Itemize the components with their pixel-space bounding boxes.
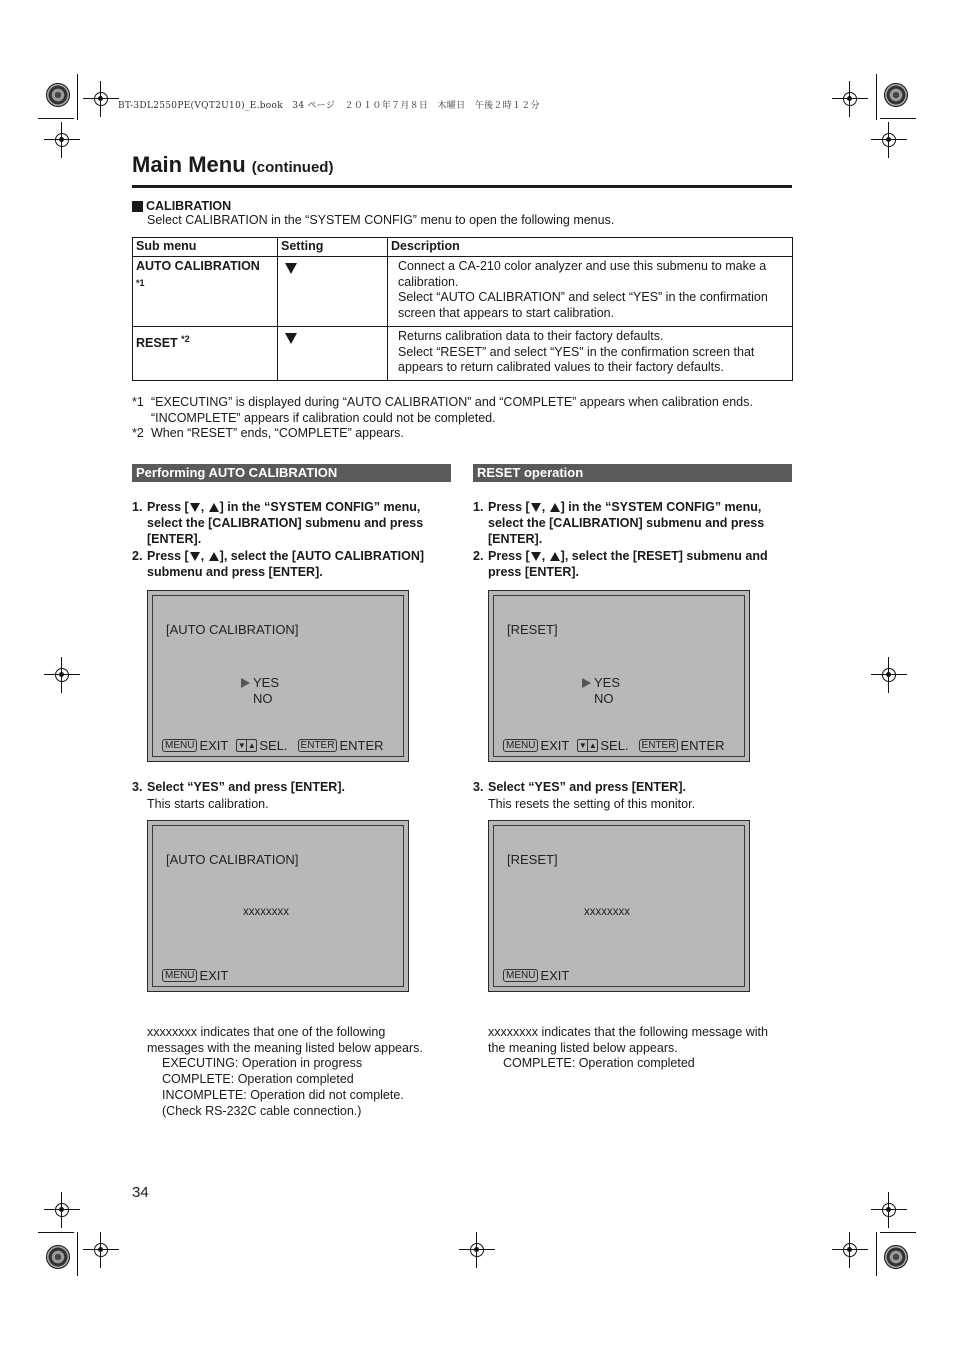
screen-title: [RESET] xyxy=(507,852,558,867)
screen-title: [AUTO CALIBRATION] xyxy=(166,852,299,867)
up-arrow-icon xyxy=(550,552,560,561)
up-arrow-icon xyxy=(209,503,219,512)
footnote-text: When “RESET” ends, “COMPLETE” appears. xyxy=(151,426,404,441)
registration-mark-icon xyxy=(884,1245,908,1269)
screen-title: [AUTO CALIBRATION] xyxy=(166,622,299,637)
menu-key-icon: MENU xyxy=(162,969,197,982)
crop-mark xyxy=(876,74,877,120)
page-number: 34 xyxy=(132,1184,149,1201)
file-header: BT-3DL2550PE(VQT2U10)_E.book 34 ページ ２０１０年７月８日 木曜日 午後２時１２分 xyxy=(118,101,540,111)
screen-footer xyxy=(503,968,569,983)
step-detail: This resets the setting of this monitor. xyxy=(488,797,696,811)
step-text: ], select the [RESET] submenu and press [ENTER]. xyxy=(488,549,768,579)
step-detail: This starts calibration. xyxy=(147,797,269,811)
step: 1. Press [ , ] in the “SYSTEM CONFIG” menu, select the [CALIBRATION] submenu and press [ENTER]. xyxy=(132,500,424,546)
note-line: xxxxxxxx indicates that one of the following xyxy=(147,1025,386,1039)
enter-label: ENTER xyxy=(680,738,725,753)
note-item: INCOMPLETE: Operation did not complete. xyxy=(162,1087,404,1102)
down-arrow-icon xyxy=(531,503,541,512)
screen-title: [RESET] xyxy=(507,622,558,637)
crop-mark xyxy=(38,118,74,119)
option-no: NO xyxy=(253,691,273,706)
crop-mark xyxy=(880,1232,916,1233)
down-arrow-icon xyxy=(190,552,200,561)
crosshair-icon xyxy=(879,1200,899,1220)
registration-mark-icon xyxy=(46,83,70,107)
selection-pointer-icon xyxy=(582,678,591,688)
menu-key-icon: MENU xyxy=(503,739,538,752)
right-step3 xyxy=(473,779,792,812)
footnotes xyxy=(132,395,792,442)
screen-footer xyxy=(162,968,228,983)
step-text: Select “YES” and press [ENTER]. xyxy=(147,780,345,794)
step-text: ] in the “SYSTEM CONFIG” menu, select the [CALIBRATION] submenu and press [ENTER]. xyxy=(147,500,424,546)
up-arrow-icon xyxy=(209,552,219,561)
table-header: Description xyxy=(388,238,793,257)
description-line: Connect a CA-210 color analyzer and use this submenu to make a calibration. xyxy=(398,259,767,289)
crop-mark xyxy=(880,118,916,119)
crosshair-icon xyxy=(91,89,111,109)
table-cell-setting xyxy=(278,327,388,381)
note-line: messages with the meaning listed below appears. xyxy=(147,1040,423,1055)
crop-mark xyxy=(77,74,78,120)
step-text: Press [ xyxy=(488,549,530,563)
step-text: Press [ xyxy=(147,549,189,563)
footnote-line: “EXECUTING” is displayed during “AUTO CALIBRATION” and “COMPLETE” appears when calibration ends. xyxy=(151,395,753,409)
table-cell-submenu xyxy=(133,327,278,381)
table-cell-setting xyxy=(278,257,388,327)
step: 2. Press [ , ], select the [RESET] submenu and press [ENTER]. xyxy=(473,549,768,579)
page-title-main: Main Menu xyxy=(132,152,246,177)
left-screen-status xyxy=(147,820,409,992)
table-cell-description xyxy=(388,257,793,327)
table-cell-submenu xyxy=(133,257,278,327)
right-screen-confirm xyxy=(488,590,750,762)
step-number: 2. xyxy=(132,549,143,563)
crosshair-icon xyxy=(840,1240,860,1260)
exit-label: EXIT xyxy=(540,738,570,753)
sel-label: SEL. xyxy=(259,738,288,753)
menu-key-icon: MENU xyxy=(162,739,197,752)
calibration-heading xyxy=(132,199,231,213)
crosshair-icon xyxy=(840,89,860,109)
option-no: NO xyxy=(594,691,614,706)
crosshair-icon xyxy=(52,130,72,150)
footnote-mark: *1 xyxy=(136,277,145,288)
table-header: Sub menu xyxy=(133,238,278,257)
down-arrow-icon xyxy=(531,552,541,561)
step-number: 3. xyxy=(132,780,143,794)
selection-pointer-icon xyxy=(241,678,250,688)
up-arrow-icon xyxy=(550,503,560,512)
footnote xyxy=(132,426,792,442)
status-message: xxxxxxxx xyxy=(584,906,630,918)
step-number: 2. xyxy=(473,549,484,563)
status-message: xxxxxxxx xyxy=(243,906,289,918)
description-line: Returns calibration data to their factory defaults. xyxy=(398,329,664,343)
step: 2. Press [ , ], select the [AUTO CALIBRATION] submenu and press [ENTER]. xyxy=(132,549,425,579)
crosshair-icon xyxy=(879,665,899,685)
footnote xyxy=(132,395,792,426)
description-line: Select “RESET” and select “YES” in the confirmation screen that appears to return calibrated values to their factory defaults. xyxy=(398,344,755,375)
crosshair-icon xyxy=(91,1240,111,1260)
step: 1. Press [ , ] in the “SYSTEM CONFIG” menu, select the [CALIBRATION] submenu and press [ENTER]. xyxy=(473,500,765,546)
step-number: 3. xyxy=(473,780,484,794)
down-triangle-icon xyxy=(285,333,297,344)
calibration-heading-text: CALIBRATION xyxy=(146,199,232,213)
calibration-table xyxy=(132,237,793,381)
footnote-text xyxy=(151,395,753,426)
menu-key-icon: MENU xyxy=(503,969,538,982)
left-steps xyxy=(132,499,448,581)
title-rule xyxy=(132,185,792,188)
note-item: COMPLETE: Operation completed xyxy=(503,1056,695,1071)
step-number: 1. xyxy=(473,500,484,514)
left-note xyxy=(147,1025,447,1119)
step-text: ] in the “SYSTEM CONFIG” menu, select the [CALIBRATION] submenu and press [ENTER]. xyxy=(488,500,765,546)
step-text: Press [ xyxy=(488,500,530,514)
right-steps xyxy=(473,499,792,581)
left-section-bar: Performing AUTO CALIBRATION xyxy=(132,464,451,482)
footnote-mark: *2 xyxy=(181,334,190,344)
note-item: EXECUTING: Operation in progress xyxy=(162,1056,363,1071)
step-text: Select “YES” and press [ENTER]. xyxy=(488,780,686,794)
crosshair-icon xyxy=(467,1240,487,1260)
table-row xyxy=(133,257,793,327)
right-screen-status xyxy=(488,820,750,992)
registration-mark-icon xyxy=(884,83,908,107)
right-note xyxy=(488,1025,793,1072)
step-number: 1. xyxy=(132,500,143,514)
updown-key-icon: ▼ ▲ xyxy=(578,741,597,750)
note-line: xxxxxxxx indicates that the following message with xyxy=(488,1025,768,1039)
crop-mark xyxy=(77,1232,78,1276)
calibration-intro: Select CALIBRATION in the “SYSTEM CONFIG” menu to open the following menus. xyxy=(147,213,615,227)
footnote-mark: *2 xyxy=(132,426,144,441)
screen-footer xyxy=(162,738,384,753)
note-item: COMPLETE: Operation completed xyxy=(162,1072,354,1087)
table-header-row xyxy=(133,238,793,257)
option-yes: YES xyxy=(594,675,621,690)
page-title-sub: (continued) xyxy=(251,159,334,176)
step xyxy=(132,779,448,795)
table-row xyxy=(133,327,793,381)
description-line: Select “AUTO CALIBRATION” and select “YES” in the confirmation screen that appears to start calibration. xyxy=(398,290,768,321)
registration-mark-icon xyxy=(46,1245,70,1269)
square-bullet-icon xyxy=(132,201,143,212)
enter-label: ENTER xyxy=(339,738,384,753)
exit-label: EXIT xyxy=(199,738,229,753)
screen-footer xyxy=(503,738,725,753)
crosshair-icon xyxy=(879,130,899,150)
enter-key-icon: ENTER xyxy=(639,739,679,752)
note-item: (Check RS-232C cable connection.) xyxy=(162,1103,362,1118)
exit-label: EXIT xyxy=(540,968,570,983)
crosshair-icon xyxy=(52,1200,72,1220)
table-header: Setting xyxy=(278,238,388,257)
step-text: Press [ xyxy=(147,500,189,514)
footnote-line: “INCOMPLETE” appears if calibration could not be completed. xyxy=(151,410,496,425)
enter-key-icon: ENTER xyxy=(298,739,338,752)
page-title xyxy=(132,152,333,178)
step xyxy=(473,779,792,795)
updown-key-icon: ▼ ▲ xyxy=(237,741,256,750)
step-text: ], select the [AUTO CALIBRATION] submenu and press [ENTER]. xyxy=(147,549,425,579)
right-section-bar: RESET operation xyxy=(473,464,792,482)
submenu-name: AUTO CALIBRATION xyxy=(136,259,260,273)
down-arrow-icon xyxy=(190,503,200,512)
left-screen-confirm xyxy=(147,590,409,762)
note-line: the meaning listed below appears. xyxy=(488,1040,678,1055)
sel-label: SEL. xyxy=(600,738,629,753)
submenu-name: RESET xyxy=(136,336,178,351)
crop-mark xyxy=(38,1232,74,1233)
table-cell-description xyxy=(388,327,793,381)
footnote-mark: *1 xyxy=(132,395,144,409)
crop-mark xyxy=(876,1232,877,1276)
crosshair-icon xyxy=(52,665,72,685)
exit-label: EXIT xyxy=(199,968,229,983)
option-yes: YES xyxy=(253,675,280,690)
left-step3 xyxy=(132,779,448,812)
down-triangle-icon xyxy=(285,263,297,274)
